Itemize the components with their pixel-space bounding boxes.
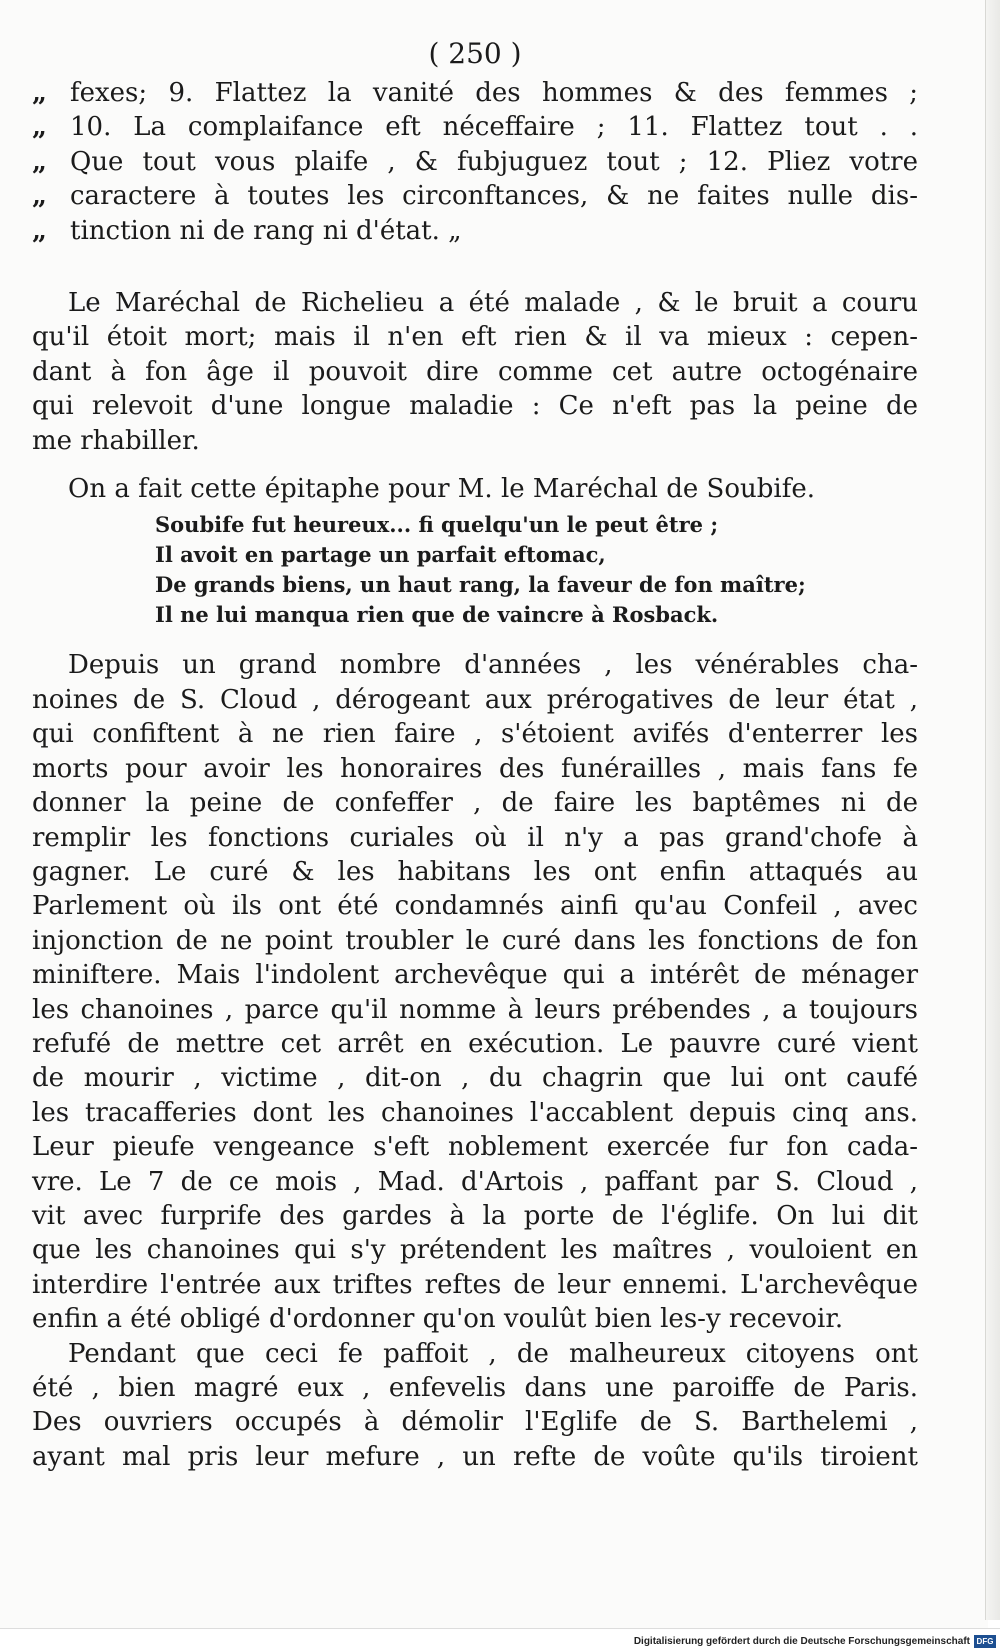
verse-line: De grands biens, un haut rang, la faveur de fon maître; [155, 572, 806, 598]
text-line: donner la peine de confeffer , de faire les baptêmes ni de [32, 788, 918, 819]
quoted-precepts [32, 76, 918, 248]
quote-line-5: „ tinction ni de rang ni d'état. „ [32, 215, 462, 246]
text-line: me rhabiller. [32, 425, 200, 456]
text-line: enfin a été obligé d'ordonner qu'on voulût bien les-y recevoir. [32, 1304, 844, 1335]
verse-line: Soubife fut heureux... fi quelqu'un le peut être ; [155, 512, 719, 538]
text-line: injonction de ne point troubler le curé dans les fonctions de fon [32, 925, 918, 956]
text-line: qui relevoit d'une longue maladie : Ce n'eft pas la peine de [32, 391, 918, 422]
footer-credit: Digitalisierung gefördert durch die Deutsche Forschungsgemeinschaft [633, 1636, 970, 1647]
text-line: vre. Le 7 de ce mois , Mad. d'Artois , paffant par S. Cloud , [32, 1166, 918, 1197]
text-line: miniftere. Mais l'indolent archevêque qui a intérêt de ménager [32, 960, 918, 991]
quote-line-2: „ 10. La complaifance eft néceffaire ; 11. Flattez tout . . [32, 112, 918, 143]
quote-line-1: „ fexes; 9. Flattez la vanité des hommes & des femmes ; [32, 78, 918, 108]
paragraph-epitaphe [32, 472, 918, 506]
quote-line-4: „ caractere à toutes les circonftances, & ne faites nulle dis- [32, 181, 918, 212]
text-line: ayant mal pris leur mefure , un refte de voûte qu'ils tiroient [32, 1441, 918, 1472]
text-line: qu'il étoit mort; mais il n'en eft rien & il va mieux : cepen- [32, 322, 918, 353]
text-line: Depuis un grand nombre d'années , les vénérables cha- [68, 650, 918, 681]
text-line: Pendant que ceci fe paffoit , de malheureux citoyens ont [68, 1338, 918, 1369]
text-line: remplir les fonctions curiales où il n'y a pas grand'chofe à [32, 822, 918, 853]
page-edge [985, 0, 1000, 1620]
text-line: les tracafferies dont les chanoines l'accablent depuis cinq ans. [32, 1097, 918, 1128]
text-line: noines de S. Cloud , dérogeant aux prérogatives de leur état , [32, 684, 918, 715]
text-line: interdire l'entrée aux triftes reftes de leur ennemi. L'archevêque [32, 1269, 918, 1300]
verse-line: Il ne lui manqua rien que de vaincre à Rosback. [155, 602, 719, 628]
text-line: que les chanoines qui s'y prétendent les maîtres , vouloient en [32, 1235, 918, 1266]
paragraph-richelieu [32, 286, 918, 458]
text-line: Leur pieufe vengeance s'eft noblement exercée fur fon cada- [32, 1132, 918, 1163]
text-line: Le Maréchal de Richelieu a été malade , & le bruit a couru [68, 288, 918, 319]
page-text [32, 34, 918, 1474]
epitaph-verse [32, 510, 918, 630]
paragraph-barthelemi [32, 1337, 918, 1475]
text-line: Des ouvriers occupés à démolir l'Eglife de S. Barthelemi , [32, 1407, 918, 1438]
text-line: de mourir , victime , dit-on , du chagrin que lui ont caufé [32, 1063, 918, 1094]
digitization-footer [0, 1628, 1000, 1651]
text-line: refufé de mettre cet arrêt en exécution. Le pauvre curé vient [32, 1028, 918, 1059]
text-line: été , bien magré eux , enfevelis dans une paroiffe de Paris. [32, 1373, 918, 1403]
text-line: On a fait cette épitaphe pour M. le Maréchal de Soubife. [68, 474, 815, 505]
text-line: gagner. Le curé & les habitans les ont enfin attaqués au [32, 856, 918, 887]
page-number: ( 250 ) [428, 37, 522, 70]
text-line: Parlement où ils ont été condamnés ainfi qu'au Confeil , avec [32, 891, 918, 922]
text-line: morts pour avoir les honoraires des funérailles , mais fans fe [32, 753, 918, 784]
quote-line-3: „ Que tout vous plaife , & fubjuguez tout ; 12. Pliez votre [32, 146, 918, 177]
dfg-logo: DFG [974, 1635, 996, 1648]
text-line: qui confiftent à ne rien faire , s'étoient avifés d'enterrer les [32, 719, 918, 750]
text-line: vit avec furprife des gardes à la porte de l'églife. On lui dit [32, 1200, 918, 1231]
paragraph-saint-cloud [32, 648, 918, 1336]
text-line: dant à fon âge il pouvoit dire comme cet autre octogénaire [32, 356, 918, 387]
verse-line: Il avoit en partage un parfait eftomac, [155, 542, 606, 568]
text-line: les chanoines , parce qu'il nomme à leurs prébendes , a toujours [32, 994, 918, 1025]
